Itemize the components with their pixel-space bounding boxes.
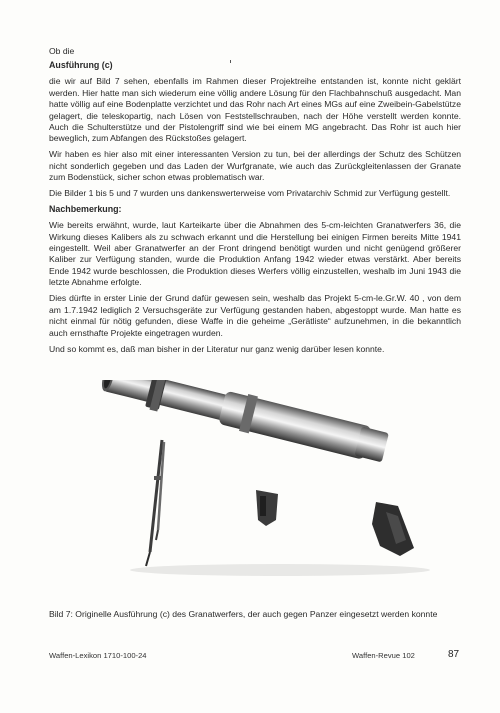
ground-shadow [130, 564, 430, 576]
footer-left: Waffen-Lexikon 1710-100-24 [49, 651, 147, 660]
paragraph-4: Wie bereits erwähnt, wurde, laut Karteikarte über die Abnahmen des 5-cm-leichten Granatwerfers 36, die Wirkung dieses Kalibers als zu schwach erkannt und die Herstellung bei einigen Firmen bereits Mitte 1941 eingestellt. Weil aber Granatwerfer an der Front dringend benötigt wurden und nicht genügend größerer Kaliber zur Verfügung standen, wurde die Produktion Anfang 1942 wieder etwas verstärkt. Aber bereits Ende 1942 wurde beschlossen, die Produktion dieses Werfers völlig einzustellen, weshalb im Juni 1943 die letzte Abnahme erfolgte. [49, 220, 461, 288]
figure-caption: Bild 7: Originelle Ausführung (c) des Granatwerfers, der auch gegen Panzer eingesetzt werden konnte [49, 609, 438, 619]
section-heading-ausfuehrung-c: Ausführung (c) [49, 60, 113, 71]
shoulder-stock [372, 502, 414, 556]
section-heading-nachbemerkung: Nachbemerkung: [49, 204, 122, 215]
paragraph-3: Die Bilder 1 bis 5 und 7 wurden uns dankenswerterweise vom Privatarchiv Schmid zur Verfügung gestellt. [49, 188, 451, 199]
intro-text: Ob die [49, 46, 75, 56]
paragraph-5: Dies dürfte in erster Linie der Grund dafür gewesen sein, weshalb das Projekt 5-cm-le.Gr.W. 40 , von dem am 1.7.1942 lediglich 2 Versuchsgeräte zur Verfügung gestanden haben, abgestoppt wurde. Man hatte es nicht einmal für nötig gefunden, diese Waffe in die geheime „Gerätliste“ aufzunehmen, in die bekanntlich auch ernsthafte Projekte eingetragen wurden. [49, 293, 461, 338]
pistol-grip [256, 490, 278, 526]
mortar-tube [98, 380, 390, 467]
paragraph-1: die wir auf Bild 7 sehen, ebenfalls im Rahmen dieser Projektreihe entstanden ist, konnte nicht geklärt werden. Hier hatte man sich wiederum eine völlig andere Lösung für den Flachbahnschuß ausgedacht. Man hatte völlig auf eine Bodenplatte verzichtet und das Rohr nach Art eines MGs auf eine Zweibein-Gabelstütze gelagert, die teleskopartig, nach Lösen von Feststellschrauben, nach der Höhe verstellt werden konnte. Auch die Schulterstütze und der Pistolengriff sind wie bei einem MG angebracht. Das Rohr ist auch hier beweglich, zum Abfangen des Rückstoßes gelagert. [49, 76, 461, 144]
footer-right: Waffen-Revue 102 [352, 651, 415, 660]
article-body [49, 46, 461, 360]
mortar-photograph [80, 380, 440, 600]
bipod [146, 440, 164, 566]
paragraph-6: Und so kommt es, daß man bisher in der Literatur nur ganz wenig darüber lesen konnte. [49, 343, 385, 354]
page-number: 87 [448, 649, 460, 660]
paragraph-2: Wir haben es hier also mit einer interessanten Version zu tun, bei der allerdings der Schutz des Schützen nicht sonderlich gegeben und das Laden der Wurfgranate, wie auch das Zurückgleitenlassen der Granate zum Bodenstück, sicher schon etwas problematisch war. [49, 149, 461, 183]
